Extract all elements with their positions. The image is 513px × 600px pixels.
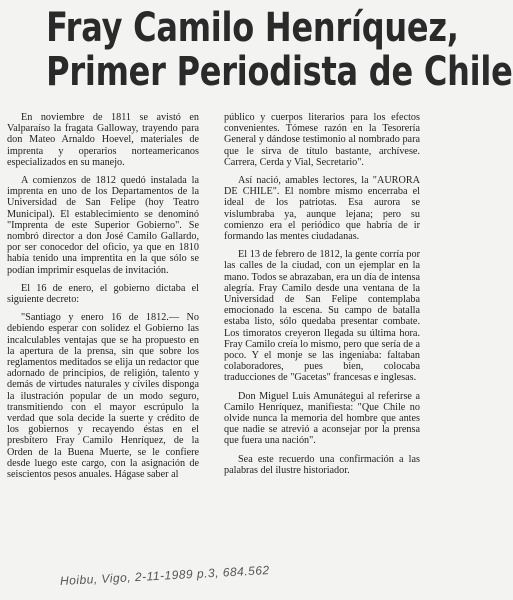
paragraph: El 13 de febrero de 1812, la gente corría por las calles de la ciudad, con un ejemplar en la mano. Todos se abrazaban, era un día de intensa alegría. Fray Camilo desde una ventana de la Universidad de San Felipe contemplaba emocionado la escena. Su campo de batalla estaba listo, sólo quedaba presentar combate. Los timoratos creyeron llegada su última hora. Fray Camilo creía lo mismo, pero que sería de a poco. Y el monje se las ingeniaba: faltaban colaboradores, pues bien, colocaba traducciones de "Gacetas" francesas e inglesas. <box>224 249 420 384</box>
paragraph: Sea este recuerdo una confirmación a las palabras del ilustre historiador. <box>224 453 420 476</box>
headline-line-2: Primer Periodista de Chile <box>46 49 513 95</box>
headline <box>46 5 513 95</box>
headline-line-1: Fray Camilo Henríquez, <box>46 5 459 51</box>
paragraph: A comienzos de 1812 quedó instalada la imprenta en uno de los Departamentos de la Universidad de San Felipe (hoy Teatro Municipal). El establecimiento se denominó "Imprenta de este Superior Gobierno". Se nombró director a don José Camilo Gallardo, por ser conocedor del oficio, ya que en 1810 había tenido una imprentita en la que sólo se podían imprimir esquelas de invitación. <box>7 175 199 276</box>
paragraph: El 16 de enero, el gobierno dictaba el siguiente decreto: <box>7 282 199 306</box>
paragraph: "Santiago y enero 16 de 1812.— No debiendo esperar con solidez el Gobierno las incalculables ventajas que se ha propuesto en la apertura de la prensa, sin que sobre los reglamentos meditados se elija un redactor que adornado de principios, de religión, talento y demás de virtudes naturales y cíviles disponga la ilustración popular de un modo seguro, transmitiendo con el mayor escrúpulo la verdad que sola decide la suerte y crédito de los gobiernos y recayendo éstas en el presbítero Fray Camilo Henríquez, de la Orden de la Buena Muerte, se le confiere desde luego este cargo, con la asignación de seiscientos pesos anuales. Hágase saber al <box>7 312 199 481</box>
paragraph: Don Miguel Luis Amunátegui al referirse a Camilo Henríquez, manifiesta: "Que Chile no olvide nunca la memoria del hombre que antes que nadie se atrevió a aconsejar por la prensa que fuera una nación". <box>224 390 420 447</box>
handwritten-citation: Hoibu, Vigo, 2-11-1989 p.3, 684.562 <box>59 563 270 588</box>
right-column <box>224 112 420 483</box>
paragraph: público y cuerpos literarios para los efectos convenientes. Tómese razón en la Tesorería General y dándose testimonio al nombrado para que le sirva de título bastante, archívese. Carrera, Cerda y Vial, Secretario". <box>224 112 420 168</box>
paragraph: En noviembre de 1811 se avistó en Valparaíso la fragata Galloway, trayendo para don Mateo Arnaldo Hoevel, materiales de imprenta y operarios norteamericanos especializados en su manejo. <box>7 112 199 168</box>
paragraph: Así nació, amables lectores, la "AURORA DE CHILE". El nombre mismo encerraba el ideal de los patriotas. Esa aurora se vislumbraba ya, aunque lejana; pero su comienzo era el periódico que habría de ir formando las mentes ciudadanas. <box>224 175 420 243</box>
left-column <box>7 112 199 487</box>
